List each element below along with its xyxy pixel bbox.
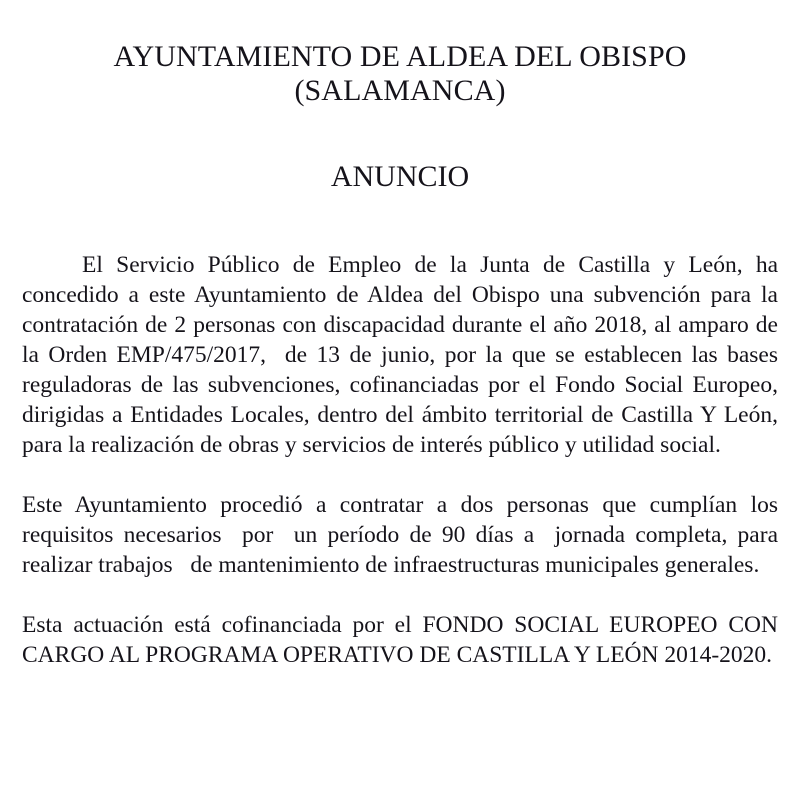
page-title-line-1: AYUNTAMIENTO DE ALDEA DEL OBISPO [113,40,687,73]
paragraph-subvencion-concesion: El Servicio Público de Empleo de la Junta de Castilla y León, ha concedido a este Ayuntamiento de Aldea del Obispo una subvención para la contratación de 2 personas con discapacidad durante el año 2018, al amparo de la Orden EMP/475/2017, de 13 de junio, por la que se establecen las bases reguladoras de las subvenciones, cofinanciadas por el Fondo Social Europeo, dirigidas a Entidades Locales, dentro del ámbito territorial de Castilla Y León, para la realización de obras y servicios de interés público y utilidad social. [22,252,784,458]
page-title-line-2: (SALAMANCA) [294,74,506,107]
page-title [22,0,778,108]
section-heading-anuncio: ANUNCIO [330,160,470,193]
paragraph-cofinanciacion-fse: Esta actuación está cofinanciada por el FONDO SOCIAL EUROPEO CON CARGO AL PROGRAMA OPERATIVO DE CASTILLA Y LEÓN 2014-2020. [22,612,784,668]
paragraph-contratacion-realizada: Este Ayuntamiento procedió a contratar a dos personas que cumplían los requisitos necesarios por un período de 90 días a jornada completa, para realizar trabajos de mantenimiento de infraestructuras municipales generales. [22,492,784,578]
document-body [22,194,784,670]
